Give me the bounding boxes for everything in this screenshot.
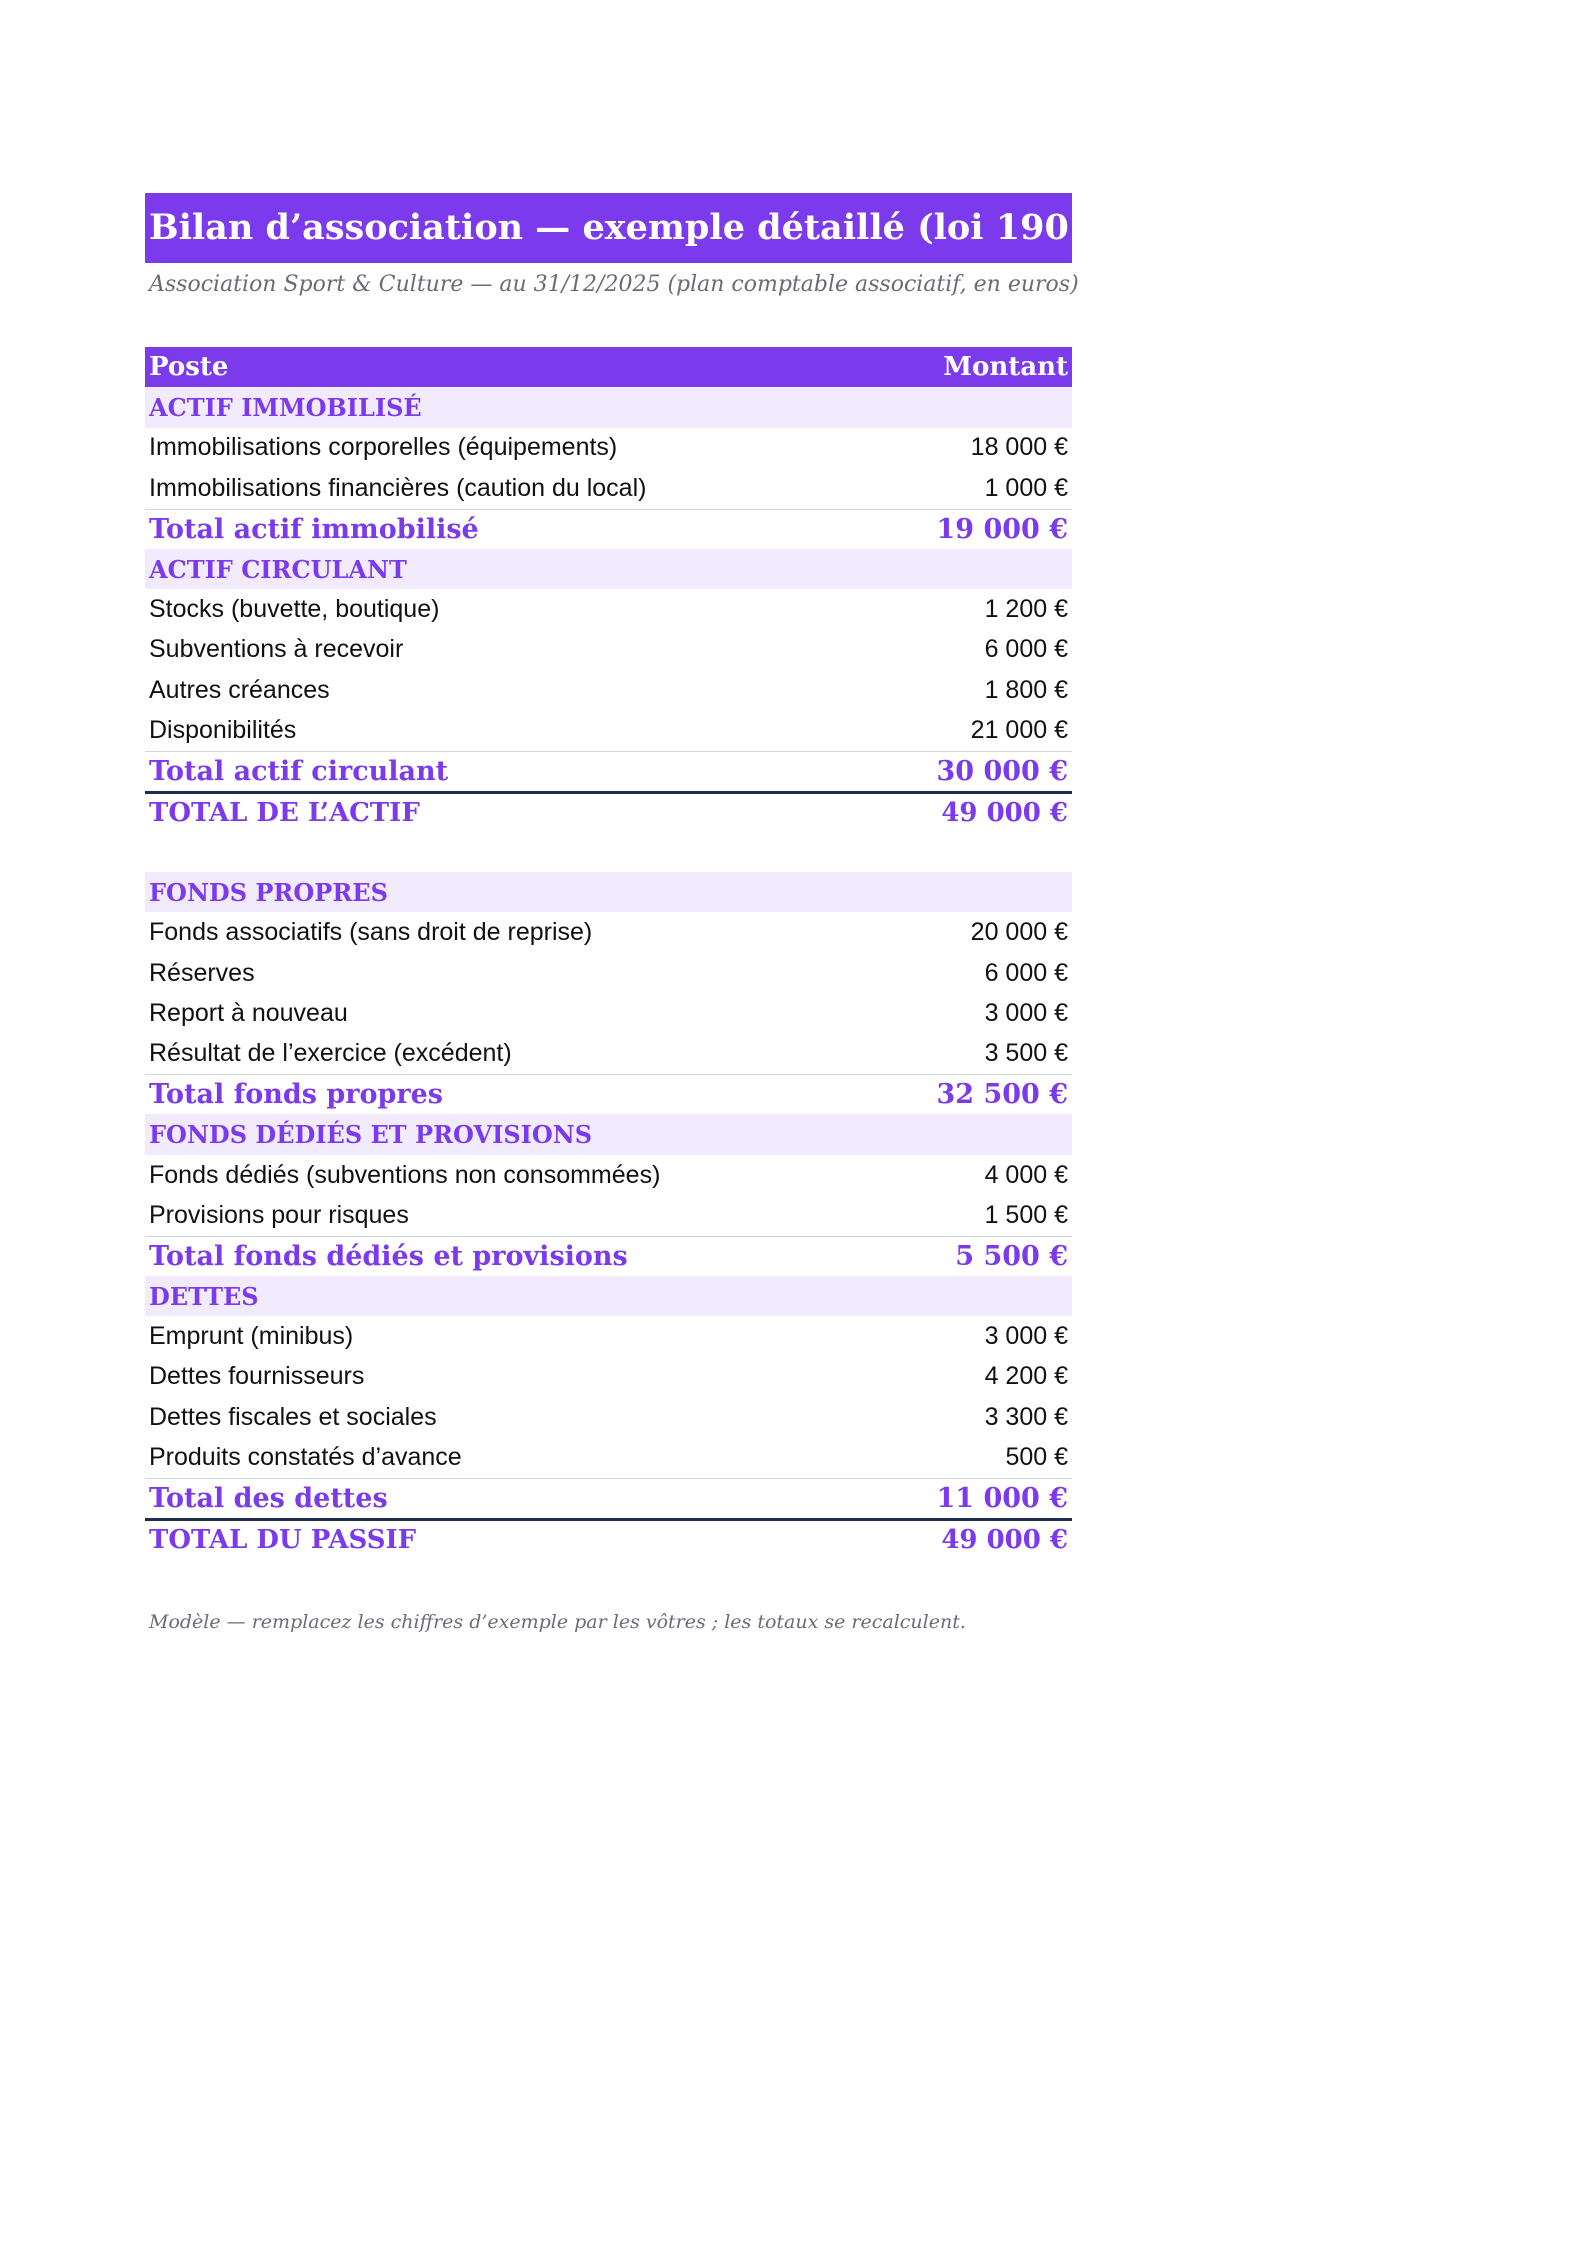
subtotal-amount: 19 000 € — [936, 513, 1068, 545]
row-amount: 20 000 € — [970, 918, 1068, 947]
row-amount: 4 200 € — [984, 1362, 1068, 1391]
subtotal-row-dettes — [145, 1478, 1072, 1518]
row-label: Dettes fournisseurs — [149, 1362, 365, 1391]
table-row — [145, 1034, 1072, 1074]
row-label: Report à nouveau — [149, 998, 348, 1027]
table-row — [145, 1397, 1072, 1437]
row-amount: 3 500 € — [984, 1039, 1068, 1068]
row-label: Fonds dédiés (subventions non consommées) — [149, 1160, 661, 1189]
row-amount: 1 200 € — [984, 595, 1068, 624]
row-label: Subventions à recevoir — [149, 635, 404, 664]
row-label: Immobilisations financières (caution du local) — [149, 473, 647, 502]
row-amount: 1 000 € — [984, 473, 1068, 502]
table-row — [145, 630, 1072, 670]
table-row — [145, 1195, 1072, 1235]
table-row — [145, 993, 1072, 1033]
row-amount: 3 000 € — [984, 1322, 1068, 1351]
row-amount: 6 000 € — [984, 635, 1068, 664]
subtotal-amount: 30 000 € — [936, 756, 1068, 788]
section-heading-actif-immobilise — [145, 387, 1072, 427]
grand-total-amount: 49 000 € — [941, 1525, 1068, 1556]
subtotal-amount: 32 500 € — [936, 1079, 1068, 1111]
row-label: Résultat de l’exercice (excédent) — [149, 1039, 512, 1068]
section-heading-label: DETTES — [149, 1281, 259, 1311]
grand-total-row-actif — [145, 791, 1072, 831]
table-row — [145, 1155, 1072, 1195]
row-label: Dettes fiscales et sociales — [149, 1402, 437, 1431]
subtotal-amount: 5 500 € — [955, 1240, 1068, 1272]
row-label: Disponibilités — [149, 716, 297, 745]
row-amount: 1 800 € — [984, 675, 1068, 704]
row-amount: 3 300 € — [984, 1402, 1068, 1431]
row-label: Provisions pour risques — [149, 1200, 409, 1229]
document-subtitle: Association Sport & Culture — au 31/12/2025 (plan comptable associatif, en euros) — [149, 272, 1079, 297]
subtotal-row-fonds-propres — [145, 1074, 1072, 1114]
subtotal-row-actif-immobilise — [145, 509, 1072, 549]
column-header-amount: Montant — [943, 352, 1068, 383]
table-row — [145, 953, 1072, 993]
table-row — [145, 912, 1072, 952]
row-label: Emprunt (minibus) — [149, 1322, 354, 1351]
subtotal-label: Total fonds propres — [149, 1079, 443, 1111]
balance-sheet — [145, 193, 1110, 1633]
grand-total-amount: 49 000 € — [941, 797, 1068, 828]
table-row — [145, 428, 1072, 468]
section-heading-label: ACTIF CIRCULANT — [149, 554, 407, 584]
row-amount: 18 000 € — [970, 433, 1068, 462]
row-amount: 3 000 € — [984, 998, 1068, 1027]
row-label: Stocks (buvette, boutique) — [149, 595, 440, 624]
row-amount: 6 000 € — [984, 958, 1068, 987]
table-row — [145, 1316, 1072, 1356]
row-amount: 500 € — [1005, 1443, 1068, 1472]
grand-total-label: TOTAL DE L’ACTIF — [149, 797, 420, 828]
grand-total-label: TOTAL DU PASSIF — [149, 1525, 417, 1556]
subtotal-label: Total des dettes — [149, 1483, 388, 1515]
section-heading-dettes — [145, 1276, 1072, 1316]
footer-note: Modèle — remplacez les chiffres d’exemple par les vôtres ; les totaux se recalculent. — [149, 1610, 966, 1633]
section-heading-label: ACTIF IMMOBILISÉ — [149, 393, 422, 423]
grand-total-row-passif — [145, 1518, 1072, 1558]
subtotal-amount: 11 000 € — [936, 1483, 1068, 1515]
row-amount: 4 000 € — [984, 1160, 1068, 1189]
subtotal-label: Total actif immobilisé — [149, 513, 479, 545]
table-row — [145, 589, 1072, 629]
section-heading-fonds-dedies — [145, 1114, 1072, 1154]
row-label: Fonds associatifs (sans droit de reprise) — [149, 918, 593, 947]
row-label: Immobilisations corporelles (équipements) — [149, 433, 618, 462]
table-row — [145, 1357, 1072, 1397]
subtotal-row-actif-circulant — [145, 751, 1072, 791]
row-amount: 1 500 € — [984, 1200, 1068, 1229]
row-label: Autres créances — [149, 675, 330, 704]
row-amount: 21 000 € — [970, 716, 1068, 745]
section-heading-fonds-propres — [145, 872, 1072, 912]
table-header — [145, 347, 1072, 387]
section-heading-actif-circulant — [145, 549, 1072, 589]
table-row — [145, 711, 1072, 751]
subtotal-label: Total fonds dédiés et provisions — [149, 1240, 628, 1272]
document-title: Bilan d’association — exemple détaillé (loi 1901) — [145, 193, 1072, 263]
row-label: Produits constatés d’avance — [149, 1443, 462, 1472]
section-heading-label: FONDS PROPRES — [149, 877, 388, 907]
table-row — [145, 670, 1072, 710]
subtotal-row-fonds-dedies — [145, 1236, 1072, 1276]
table-row — [145, 1438, 1072, 1478]
subtotal-label: Total actif circulant — [149, 756, 449, 788]
column-header-label: Poste — [149, 352, 229, 383]
section-heading-label: FONDS DÉDIÉS ET PROVISIONS — [149, 1120, 593, 1150]
table-row — [145, 468, 1072, 508]
row-label: Réserves — [149, 958, 255, 987]
